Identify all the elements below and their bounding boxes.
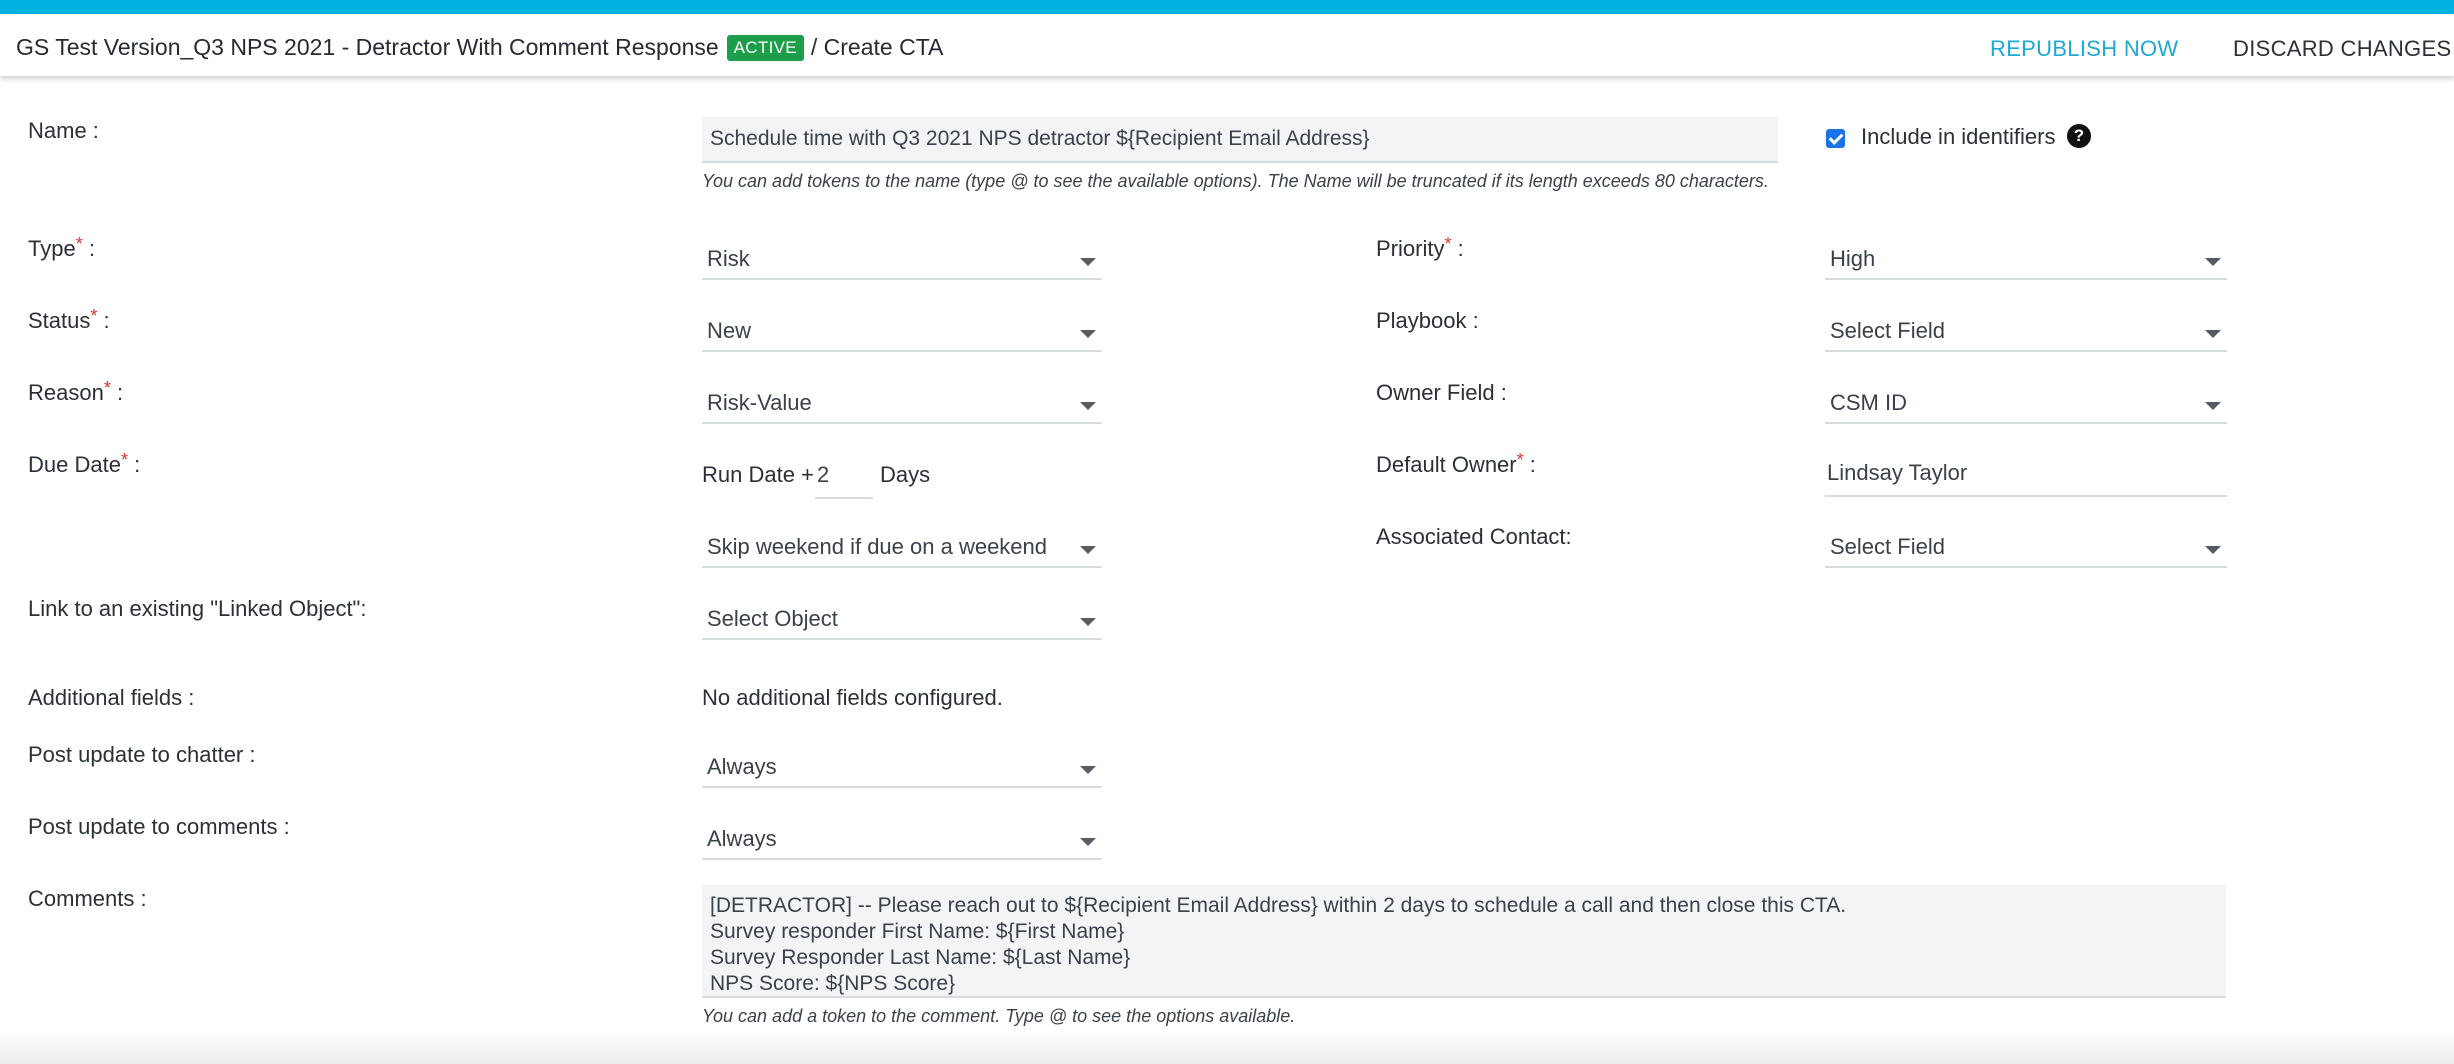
priority-select[interactable] xyxy=(1825,238,2227,280)
playbook-select[interactable] xyxy=(1825,310,2227,352)
top-accent-bar xyxy=(0,0,2454,14)
discard-changes-button[interactable]: DISCARD CHANGES xyxy=(2233,36,2452,61)
chevron-down-icon xyxy=(1080,766,1096,774)
chevron-down-icon xyxy=(1080,258,1096,266)
default-owner-label: Default Owner* : xyxy=(1376,450,1536,477)
status-value: New xyxy=(707,318,752,343)
bottom-fade xyxy=(0,1030,2454,1064)
type-select[interactable] xyxy=(702,238,1102,280)
reason-select[interactable] xyxy=(702,382,1102,424)
name-input[interactable]: Schedule time with Q3 2021 NPS detractor ${Recipient Email Address} xyxy=(702,117,1778,163)
due-days-input[interactable]: 2 xyxy=(815,457,873,499)
post-comments-select[interactable] xyxy=(702,818,1102,860)
type-label: Type* : xyxy=(28,234,95,261)
due-date-label: Due Date* : xyxy=(28,450,141,477)
help-icon[interactable]: ? xyxy=(2067,124,2091,148)
comments-line: NPS Score: ${NPS Score} xyxy=(710,972,956,995)
chevron-down-icon xyxy=(2205,330,2221,338)
include-identifiers-checkbox[interactable] xyxy=(1826,129,1845,148)
comments-textarea[interactable] xyxy=(702,885,2226,998)
status-badge: ACTIVE xyxy=(727,35,804,61)
owner-field-label: Owner Field : xyxy=(1376,380,1507,405)
priority-value: High xyxy=(1830,246,1876,271)
weekend-option-value: Skip weekend if due on a weekend xyxy=(707,534,1048,559)
breadcrumb xyxy=(16,34,943,61)
chevron-down-icon xyxy=(2205,258,2221,266)
page-header xyxy=(0,14,2454,76)
playbook-value: Select Field xyxy=(1830,318,1945,343)
due-date-prefix: Run Date + xyxy=(702,462,814,487)
linked-object-value: Select Object xyxy=(707,606,838,631)
name-label: Name : xyxy=(28,118,99,143)
republish-now-button[interactable]: REPUBLISH NOW xyxy=(1990,36,2179,61)
chevron-down-icon xyxy=(1080,330,1096,338)
due-date-suffix: Days xyxy=(880,462,931,487)
name-hint: You can add tokens to the name (type @ to see the available options). The Name will be truncated if its length exceeds 80 characters. xyxy=(702,171,1769,191)
post-chatter-label: Post update to chatter : xyxy=(28,742,256,767)
default-owner-input[interactable]: Lindsay Taylor xyxy=(1825,455,2227,497)
linked-object-label: Link to an existing "Linked Object": xyxy=(28,596,367,621)
reason-value: Risk-Value xyxy=(707,390,812,415)
comments-hint: You can add a token to the comment. Type @ to see the options available. xyxy=(702,1006,1296,1026)
associated-contact-value: Select Field xyxy=(1830,534,1945,559)
chevron-down-icon xyxy=(2205,402,2221,410)
status-label: Status* : xyxy=(28,306,110,333)
priority-label: Priority* : xyxy=(1376,234,1464,261)
comments-line: Survey responder First Name: ${First Name} xyxy=(710,920,1125,943)
linked-object-select[interactable] xyxy=(702,598,1102,640)
include-identifiers-label: Include in identifiers xyxy=(1861,124,2056,149)
weekend-option-select[interactable] xyxy=(702,526,1102,568)
associated-contact-label: Associated Contact: xyxy=(1376,524,1572,549)
comments-line: Survey Responder Last Name: ${Last Name} xyxy=(710,946,1131,969)
associated-contact-select[interactable] xyxy=(1825,526,2227,568)
owner-field-value: CSM ID xyxy=(1830,390,1907,415)
program-title: GS Test Version_Q3 NPS 2021 - Detractor With Comment Response xyxy=(16,34,719,60)
post-comments-label: Post update to comments : xyxy=(28,814,290,839)
owner-field-select[interactable] xyxy=(1825,382,2227,424)
playbook-label: Playbook : xyxy=(1376,308,1479,333)
chevron-down-icon xyxy=(2205,546,2221,554)
chevron-down-icon xyxy=(1080,546,1096,554)
reason-label: Reason* : xyxy=(28,378,124,405)
comments-line: [DETRACTOR] -- Please reach out to ${Recipient Email Address} within 2 days to schedule a call and then close this CTA. xyxy=(710,894,1847,917)
comments-label: Comments : xyxy=(28,886,147,911)
post-chatter-select[interactable] xyxy=(702,746,1102,788)
breadcrumb-current: / Create CTA xyxy=(810,34,944,60)
status-select[interactable] xyxy=(702,310,1102,352)
additional-fields-value: No additional fields configured. xyxy=(702,685,1003,710)
chevron-down-icon xyxy=(1080,838,1096,846)
post-chatter-value: Always xyxy=(707,754,777,779)
type-value: Risk xyxy=(707,246,750,271)
chevron-down-icon xyxy=(1080,402,1096,410)
chevron-down-icon xyxy=(1080,618,1096,626)
additional-fields-label: Additional fields : xyxy=(28,685,195,710)
post-comments-value: Always xyxy=(707,826,777,851)
